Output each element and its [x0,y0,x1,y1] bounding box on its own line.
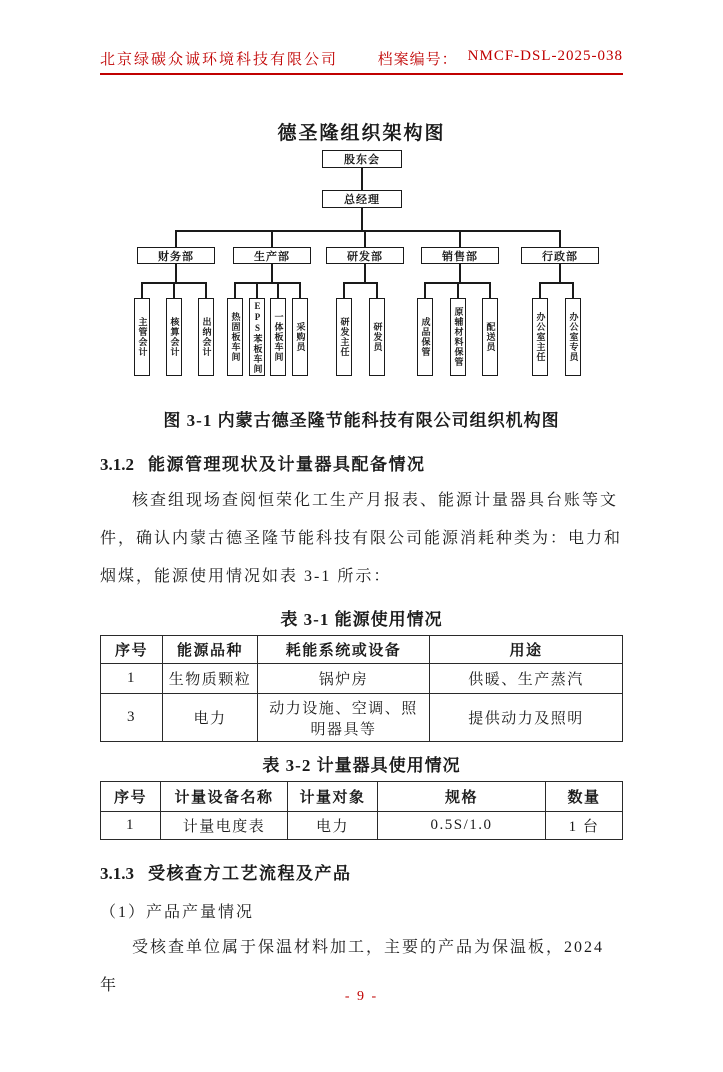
table-cell: 电力 [288,812,378,840]
connector-line [559,230,561,247]
table-row [101,812,623,840]
connector-line [343,282,345,298]
document-header [100,48,623,75]
org-node-chief-accountant: 主管会计 [134,298,150,376]
company-name: 北京绿碳众诚环境科技有限公司 [100,52,339,68]
table-header-row [101,636,623,664]
connector-line [489,282,491,298]
connector-line [256,282,258,298]
section-heading-312 [100,450,623,475]
connector-line [277,282,279,298]
org-node-rnd-staff: 研发员 [369,298,385,376]
table-cell: 0.5S/1.0 [378,812,546,840]
org-node-admin-dept: 行政部 [521,247,599,264]
table-header-cell: 数量 [546,782,623,812]
table-row [101,694,623,742]
table-header-cell: 计量设备名称 [161,782,288,812]
table-header-cell: 序号 [101,636,163,664]
metering-devices-table [100,781,623,840]
connector-line [559,264,561,282]
archive-label: 档案编号： [377,52,458,68]
table-cell: 1 [101,664,163,694]
table-cell: 1 台 [546,812,623,840]
org-node-finished-goods-keeper: 成品保管 [417,298,433,376]
connector-line [271,230,273,247]
connector-line [173,282,175,298]
document-page [0,48,723,1072]
org-node-office-director: 办公室主任 [532,298,548,376]
org-node-office-specialist: 办公室专员 [565,298,581,376]
connector-line [176,230,560,232]
table2-caption: 表 3-2 计量器具使用情况 [262,756,461,775]
paragraph-line: 烟煤，能源使用情况如表 3-1 所示： [100,568,392,585]
connector-line [361,208,363,230]
connector-line [361,168,363,190]
org-node-cashier-accountant: 出纳会计 [198,298,214,376]
connector-line [175,230,177,247]
table-cell: 锅炉房 [258,664,430,694]
page-number: - 9 - [344,989,379,1004]
org-node-cost-accountant: 核算会计 [166,298,182,376]
org-node-finance-dept: 财务部 [137,247,215,264]
sub-heading-product-output: （1）产品产量情况 [100,904,255,921]
table-header-cell: 用途 [430,636,623,664]
table-cell: 计量电度表 [161,812,288,840]
paragraph-line: 件，确认内蒙古德圣隆节能科技有限公司能源消耗种类为：电力和 [100,530,623,547]
org-node-delivery-staff: 配送员 [482,298,498,376]
org-node-thermoset-workshop: 热固板车间 [227,298,243,376]
table-header-row [101,782,623,812]
connector-line [364,264,366,282]
connector-line [540,282,573,284]
table-cell: 生物质颗粒 [163,664,258,694]
table1-caption: 表 3-1 能源使用情况 [280,610,443,629]
table-cell: 提供动力及照明 [430,694,623,742]
org-node-rnd-director: 研发主任 [336,298,352,376]
paragraph-312 [100,482,623,596]
table-cell: 1 [101,812,161,840]
paragraph-line: 受核查单位属于保温材料加工，主要的产品为保温板，2024 年 [100,939,605,994]
table-cell: 电力 [163,694,258,742]
table-header-cell: 计量对象 [288,782,378,812]
paragraph-line: 核查组现场查阅恒荣化工生产月报表、能源计量器具台账等文 [132,492,619,509]
org-node-eps-workshop: EPS苯板车间 [249,298,265,376]
archive-number: NMCF-DSL-2025-038 [467,48,623,64]
table-header-cell: 序号 [101,782,161,812]
energy-usage-table [100,635,623,742]
org-node-raw-material-keeper: 原辅材料保管 [450,298,466,376]
org-node-production-dept: 生产部 [233,247,311,264]
org-chart [100,112,623,380]
connector-line [205,282,207,298]
connector-line [459,230,461,247]
connector-line [299,282,301,298]
figure-caption: 图 3-1 内蒙古德圣隆节能科技有限公司组织机构图 [163,411,560,430]
section-number: 3.1.3 [100,864,134,883]
org-node-rnd-dept: 研发部 [326,247,404,264]
connector-line [141,282,143,298]
section-title: 受核查方工艺流程及产品 [148,864,352,883]
table-cell: 供暖、生产蒸汽 [430,664,623,694]
org-node-integrated-board-workshop: 一体板车间 [270,298,286,376]
org-node-sales-dept: 销售部 [421,247,499,264]
connector-line [271,264,273,282]
section-number: 3.1.2 [100,455,134,474]
connector-line [424,282,426,298]
table-header-cell: 能源品种 [163,636,258,664]
table-row [101,664,623,694]
org-node-general-manager: 总经理 [322,190,402,208]
org-node-purchaser: 采购员 [292,298,308,376]
connector-line [235,282,300,284]
table-header-cell: 规格 [378,782,546,812]
connector-line [539,282,541,298]
connector-line [459,264,461,282]
connector-line [376,282,378,298]
org-node-shareholders: 股东会 [322,150,402,168]
section-title: 能源管理现状及计量器具配备情况 [148,455,426,474]
connector-line [175,264,177,282]
table-cell: 3 [101,694,163,742]
connector-line [344,282,377,284]
section-heading-313 [100,859,623,884]
connector-line [572,282,574,298]
connector-line [234,282,236,298]
table-cell: 动力设施、空调、照明器具等 [258,694,430,742]
org-chart-title: 德圣隆组织架构图 [277,123,446,144]
connector-line [364,230,366,247]
connector-line [457,282,459,298]
table-header-cell: 耗能系统或设备 [258,636,430,664]
